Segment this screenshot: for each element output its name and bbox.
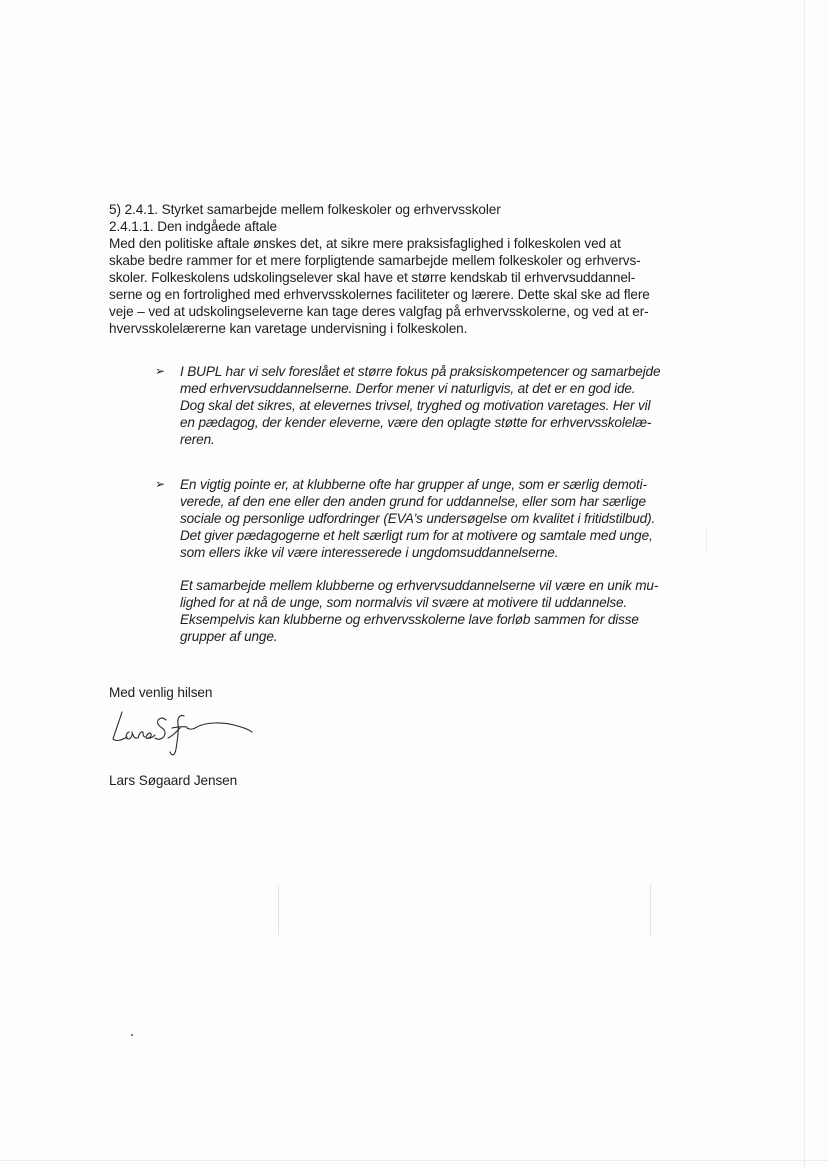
scan-edge-line bbox=[0, 1160, 828, 1161]
arrow-bullet-icon: ➢ bbox=[155, 477, 166, 491]
bullet-line: reren. bbox=[180, 432, 215, 447]
intro-paragraph bbox=[109, 235, 650, 337]
scan-edge-line bbox=[804, 0, 805, 1169]
intro-line: hvervsskolelærerne kan varetage undervisning i folkeskolen. bbox=[109, 321, 468, 336]
scan-speck bbox=[131, 1034, 133, 1036]
bullet-line: I BUPL har vi selv foreslået et større fokus på praksiskompetencer og samarbejde bbox=[180, 364, 661, 379]
closing-greeting: Med venlig hilsen bbox=[109, 685, 213, 700]
intro-line: skoler. Folkeskolens udskolingselever skal have et større kendskab til erhvervsuddannel- bbox=[109, 270, 636, 285]
section-title: 5) 2.4.1. Styrket samarbejde mellem folkeskoler og erhvervsskoler bbox=[109, 202, 501, 217]
bullet-paragraph bbox=[180, 363, 660, 448]
scan-artifact-line bbox=[706, 530, 707, 552]
scan-artifact-line bbox=[650, 885, 651, 935]
intro-line: veje – ved at udskolingseleverne kan tage deres valgfag på erhvervsskolerne, og ved at er- bbox=[109, 304, 649, 319]
followup-line: lighed for at nå de unge, som normalvis vil svære at motivere til uddannelse. bbox=[180, 595, 628, 610]
signer-name: Lars Søgaard Jensen bbox=[109, 773, 238, 788]
scan-artifact-line bbox=[278, 885, 279, 935]
followup-paragraph bbox=[180, 577, 658, 645]
bullet-line: sociale og personlige udfordringer (EVA's undersøgelse om kvalitet i fritidstilbud). bbox=[180, 511, 656, 526]
bullet-line: som ellers ikke vil være interesserede i ungdomsuddannelserne. bbox=[180, 545, 559, 560]
followup-line: Et samarbejde mellem klubberne og erhvervsuddannelserne vil være en unik mu- bbox=[180, 578, 659, 593]
followup-line: grupper af unge. bbox=[180, 629, 278, 644]
followup-line: Eksempelvis kan klubberne og erhvervsskolerne lave forløb sammen for disse bbox=[180, 612, 639, 627]
bullet-line: verede, af den ene eller den anden grund for uddannelse, eller som har særlige bbox=[180, 494, 646, 509]
bullet-line: En vigtig pointe er, at klubberne ofte har grupper af unge, som er særlig demoti- bbox=[180, 477, 647, 492]
bullet-line: Dog skal det sikres, at elevernes trivsel, tryghed og motivation varetages. Her vil bbox=[180, 398, 651, 413]
subsection-title: 2.4.1.1. Den indgåede aftale bbox=[109, 219, 278, 234]
intro-line: Med den politiske aftale ønskes det, at sikre mere praksisfaglighed i folkeskolen ved at bbox=[109, 236, 621, 251]
bullet-line: en pædagog, der kender eleverne, være den oplagte støtte for erhvervsskolelæ- bbox=[180, 415, 652, 430]
intro-line: serne og en fortrolighed med erhvervsskolernes faciliteter og lærere. Dette skal ske ad flere bbox=[109, 287, 650, 302]
bullet-line: med erhvervsuddannelserne. Derfor mener vi naturligvis, at det er en god ide. bbox=[180, 381, 636, 396]
bullet-line: Det giver pædagogerne et helt særligt rum for at motivere og samtale med unge, bbox=[180, 528, 653, 543]
handwritten-signature bbox=[110, 702, 260, 766]
section-heading bbox=[109, 201, 501, 235]
arrow-bullet-icon: ➢ bbox=[155, 364, 166, 378]
intro-line: skabe bedre rammer for et mere forpligtende samarbejde mellem folkeskoler og erhvervs- bbox=[109, 253, 641, 268]
bullet-paragraph bbox=[180, 476, 655, 561]
